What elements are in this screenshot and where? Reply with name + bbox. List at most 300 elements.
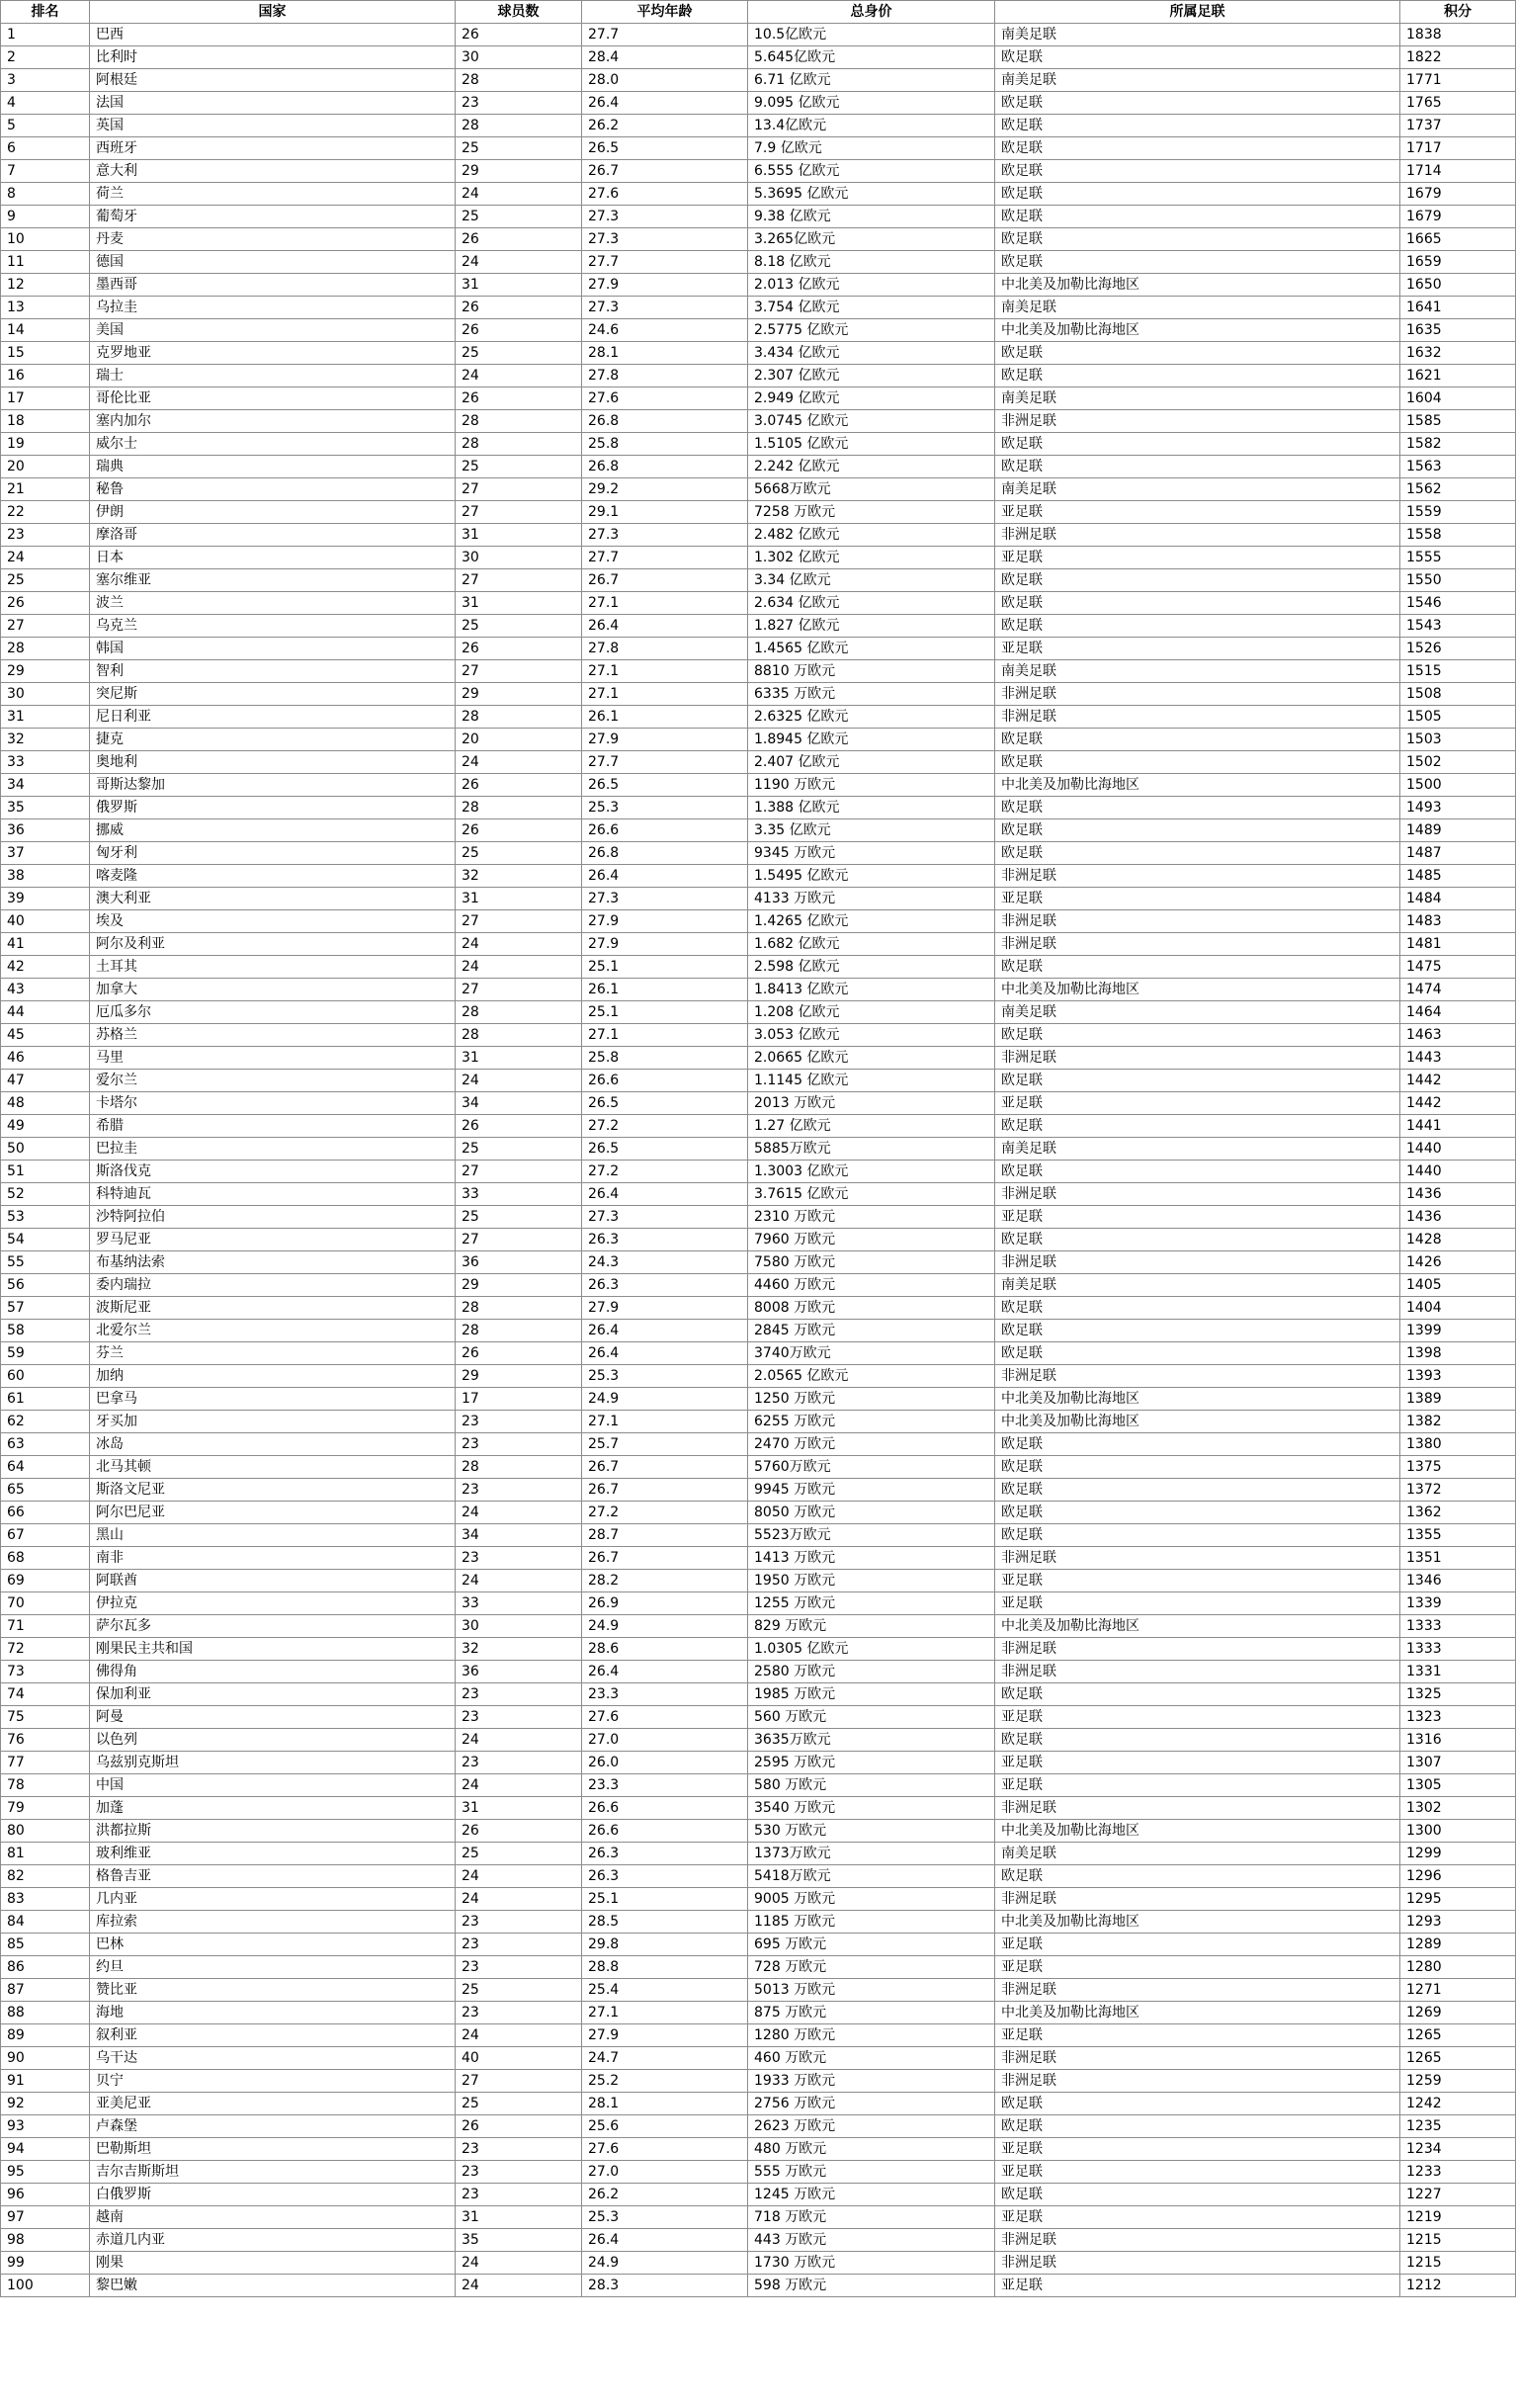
country-cell: 巴拿马	[90, 1388, 456, 1411]
confederation-cell: 非洲足联	[995, 410, 1400, 433]
market-value-cell: 13.4亿欧元	[748, 115, 995, 137]
rank-cell: 95	[1, 2161, 90, 2184]
avg-age-cell: 27.1	[582, 2002, 748, 2024]
table-row	[1, 1411, 1516, 1433]
country-cell: 叙利亚	[90, 2024, 456, 2047]
table-row	[1, 69, 1516, 92]
confederation-cell: 欧足联	[995, 342, 1400, 365]
avg-age-cell: 27.3	[582, 888, 748, 910]
avg-age-cell: 27.7	[582, 547, 748, 569]
avg-age-cell: 25.3	[582, 2206, 748, 2229]
players-cell: 31	[456, 888, 582, 910]
rank-cell: 14	[1, 319, 90, 342]
points-cell: 1502	[1400, 751, 1516, 774]
players-cell: 27	[456, 478, 582, 501]
avg-age-cell: 27.2	[582, 1115, 748, 1138]
table-row	[1, 1661, 1516, 1683]
points-cell: 1508	[1400, 683, 1516, 706]
table-row	[1, 1161, 1516, 1183]
rank-cell: 70	[1, 1592, 90, 1615]
table-row	[1, 1251, 1516, 1274]
players-cell: 28	[456, 797, 582, 819]
market-value-cell: 2580 万欧元	[748, 1661, 995, 1683]
country-cell: 韩国	[90, 638, 456, 660]
rank-cell: 19	[1, 433, 90, 456]
table-row	[1, 1865, 1516, 1888]
avg-age-cell: 28.4	[582, 46, 748, 69]
rank-cell: 22	[1, 501, 90, 524]
country-cell: 乌干达	[90, 2047, 456, 2070]
country-cell: 智利	[90, 660, 456, 683]
market-value-cell: 3.434 亿欧元	[748, 342, 995, 365]
avg-age-cell: 27.9	[582, 274, 748, 297]
rank-cell: 54	[1, 1229, 90, 1251]
avg-age-cell: 25.6	[582, 2115, 748, 2138]
players-cell: 28	[456, 1001, 582, 1024]
market-value-cell: 875 万欧元	[748, 2002, 995, 2024]
points-cell: 1372	[1400, 1479, 1516, 1502]
country-cell: 萨尔瓦多	[90, 1615, 456, 1638]
table-row	[1, 1320, 1516, 1342]
confederation-cell: 欧足联	[995, 1297, 1400, 1320]
table-row	[1, 1138, 1516, 1161]
points-cell: 1440	[1400, 1161, 1516, 1183]
avg-age-cell: 27.3	[582, 206, 748, 228]
table-row	[1, 274, 1516, 297]
country-cell: 匈牙利	[90, 842, 456, 865]
players-cell: 23	[456, 1683, 582, 1706]
avg-age-cell: 28.1	[582, 2093, 748, 2115]
points-cell: 1441	[1400, 1115, 1516, 1138]
country-cell: 亚美尼亚	[90, 2093, 456, 2115]
table-row	[1, 706, 1516, 729]
rank-cell: 89	[1, 2024, 90, 2047]
rank-cell: 37	[1, 842, 90, 865]
players-cell: 25	[456, 615, 582, 638]
confederation-cell: 亚足联	[995, 2024, 1400, 2047]
players-cell: 26	[456, 1342, 582, 1365]
rank-cell: 57	[1, 1297, 90, 1320]
market-value-cell: 6335 万欧元	[748, 683, 995, 706]
avg-age-cell: 26.2	[582, 2184, 748, 2206]
points-cell: 1346	[1400, 1570, 1516, 1592]
players-cell: 23	[456, 1547, 582, 1570]
table-row	[1, 1683, 1516, 1706]
points-cell: 1550	[1400, 569, 1516, 592]
players-cell: 31	[456, 592, 582, 615]
points-cell: 1474	[1400, 979, 1516, 1001]
table-row	[1, 2184, 1516, 2206]
points-cell: 1398	[1400, 1342, 1516, 1365]
players-cell: 25	[456, 342, 582, 365]
table-row	[1, 1115, 1516, 1138]
confederation-cell: 亚足联	[995, 1956, 1400, 1979]
players-cell: 23	[456, 1956, 582, 1979]
market-value-cell: 2595 万欧元	[748, 1752, 995, 1774]
table-row	[1, 1774, 1516, 1797]
confederation-cell: 欧足联	[995, 92, 1400, 115]
points-cell: 1546	[1400, 592, 1516, 615]
rank-cell: 100	[1, 2275, 90, 2297]
market-value-cell: 5013 万欧元	[748, 1979, 995, 2002]
table-row	[1, 1547, 1516, 1570]
avg-age-cell: 26.3	[582, 1865, 748, 1888]
confederation-cell: 欧足联	[995, 1729, 1400, 1752]
market-value-cell: 9345 万欧元	[748, 842, 995, 865]
table-row	[1, 569, 1516, 592]
market-value-cell: 1.5105 亿欧元	[748, 433, 995, 456]
players-cell: 17	[456, 1388, 582, 1411]
players-cell: 32	[456, 865, 582, 888]
avg-age-cell: 27.8	[582, 365, 748, 387]
avg-age-cell: 27.9	[582, 910, 748, 933]
confederation-cell: 南美足联	[995, 1001, 1400, 1024]
confederation-cell: 非洲足联	[995, 524, 1400, 547]
points-cell: 1331	[1400, 1661, 1516, 1683]
table-row	[1, 2206, 1516, 2229]
confederation-cell: 中北美及加勒比海地区	[995, 274, 1400, 297]
market-value-cell: 1.302 亿欧元	[748, 547, 995, 569]
rank-cell: 25	[1, 569, 90, 592]
table-row	[1, 115, 1516, 137]
rank-cell: 86	[1, 1956, 90, 1979]
avg-age-cell: 26.6	[582, 1797, 748, 1820]
points-cell: 1822	[1400, 46, 1516, 69]
rank-cell: 42	[1, 956, 90, 979]
confederation-cell: 亚足联	[995, 888, 1400, 910]
players-cell: 25	[456, 206, 582, 228]
country-cell: 捷克	[90, 729, 456, 751]
points-cell: 1271	[1400, 1979, 1516, 2002]
avg-age-cell: 26.3	[582, 1229, 748, 1251]
country-cell: 保加利亚	[90, 1683, 456, 1706]
table-row	[1, 547, 1516, 569]
table-row	[1, 478, 1516, 501]
market-value-cell: 1190 万欧元	[748, 774, 995, 797]
rank-cell: 32	[1, 729, 90, 751]
confederation-cell: 亚足联	[995, 1752, 1400, 1774]
points-cell: 1339	[1400, 1592, 1516, 1615]
players-cell: 27	[456, 979, 582, 1001]
players-cell: 26	[456, 1115, 582, 1138]
points-cell: 1621	[1400, 365, 1516, 387]
players-cell: 25	[456, 1206, 582, 1229]
table-row	[1, 615, 1516, 638]
country-cell: 美国	[90, 319, 456, 342]
table-row	[1, 729, 1516, 751]
market-value-cell: 1245 万欧元	[748, 2184, 995, 2206]
avg-age-cell: 26.4	[582, 1320, 748, 1342]
confederation-cell: 欧足联	[995, 615, 1400, 638]
confederation-cell: 欧足联	[995, 819, 1400, 842]
players-cell: 25	[456, 1843, 582, 1865]
confederation-cell: 非洲足联	[995, 2047, 1400, 2070]
country-cell: 洪都拉斯	[90, 1820, 456, 1843]
players-cell: 26	[456, 24, 582, 46]
players-cell: 24	[456, 956, 582, 979]
points-cell: 1316	[1400, 1729, 1516, 1752]
points-cell: 1307	[1400, 1752, 1516, 1774]
country-cell: 希腊	[90, 1115, 456, 1138]
players-cell: 23	[456, 2002, 582, 2024]
avg-age-cell: 27.7	[582, 24, 748, 46]
confederation-cell: 欧足联	[995, 2093, 1400, 2115]
confederation-cell: 欧足联	[995, 365, 1400, 387]
country-cell: 巴西	[90, 24, 456, 46]
points-cell: 1380	[1400, 1433, 1516, 1456]
avg-age-cell: 27.8	[582, 638, 748, 660]
avg-age-cell: 26.3	[582, 1274, 748, 1297]
players-cell: 24	[456, 933, 582, 956]
market-value-cell: 9945 万欧元	[748, 1479, 995, 1502]
confederation-cell: 欧足联	[995, 729, 1400, 751]
market-value-cell: 7258 万欧元	[748, 501, 995, 524]
rank-cell: 58	[1, 1320, 90, 1342]
players-cell: 20	[456, 729, 582, 751]
confederation-cell: 南美足联	[995, 1843, 1400, 1865]
players-cell: 33	[456, 1183, 582, 1206]
country-cell: 南非	[90, 1547, 456, 1570]
table-row	[1, 1297, 1516, 1320]
points-cell: 1215	[1400, 2252, 1516, 2275]
rank-cell: 38	[1, 865, 90, 888]
country-cell: 约旦	[90, 1956, 456, 1979]
table-row	[1, 1888, 1516, 1911]
points-cell: 1771	[1400, 69, 1516, 92]
confederation-cell: 非洲足联	[995, 1547, 1400, 1570]
table-row	[1, 387, 1516, 410]
market-value-cell: 5.3695 亿欧元	[748, 183, 995, 206]
table-row	[1, 1274, 1516, 1297]
market-value-cell: 2.307 亿欧元	[748, 365, 995, 387]
points-cell: 1485	[1400, 865, 1516, 888]
confederation-cell: 南美足联	[995, 1274, 1400, 1297]
avg-age-cell: 25.8	[582, 433, 748, 456]
table-row	[1, 888, 1516, 910]
country-cell: 吉尔吉斯斯坦	[90, 2161, 456, 2184]
confederation-cell: 欧足联	[995, 228, 1400, 251]
rank-cell: 91	[1, 2070, 90, 2093]
confederation-cell: 南美足联	[995, 297, 1400, 319]
confederation-cell: 亚足联	[995, 1592, 1400, 1615]
confederation-cell: 欧足联	[995, 2184, 1400, 2206]
market-value-cell: 2.5775 亿欧元	[748, 319, 995, 342]
confederation-cell: 欧足联	[995, 1161, 1400, 1183]
table-row	[1, 2252, 1516, 2275]
points-cell: 1233	[1400, 2161, 1516, 2184]
rank-cell: 67	[1, 1524, 90, 1547]
points-cell: 1505	[1400, 706, 1516, 729]
market-value-cell: 3.265亿欧元	[748, 228, 995, 251]
market-value-cell: 8008 万欧元	[748, 1297, 995, 1320]
players-cell: 28	[456, 1320, 582, 1342]
market-value-cell: 3.053 亿欧元	[748, 1024, 995, 1047]
players-cell: 31	[456, 524, 582, 547]
table-row	[1, 297, 1516, 319]
table-row	[1, 910, 1516, 933]
market-value-cell: 2.242 亿欧元	[748, 456, 995, 478]
avg-age-cell: 26.7	[582, 1479, 748, 1502]
table-row	[1, 1047, 1516, 1070]
rank-cell: 52	[1, 1183, 90, 1206]
market-value-cell: 1250 万欧元	[748, 1388, 995, 1411]
market-value-cell: 443 万欧元	[748, 2229, 995, 2252]
points-cell: 1242	[1400, 2093, 1516, 2115]
country-cell: 法国	[90, 92, 456, 115]
points-cell: 1555	[1400, 547, 1516, 569]
rank-cell: 61	[1, 1388, 90, 1411]
avg-age-cell: 29.2	[582, 478, 748, 501]
points-cell: 1641	[1400, 297, 1516, 319]
rank-cell: 7	[1, 160, 90, 183]
points-cell: 1679	[1400, 206, 1516, 228]
country-cell: 波斯尼亚	[90, 1297, 456, 1320]
confederation-cell: 欧足联	[995, 1229, 1400, 1251]
avg-age-cell: 28.7	[582, 1524, 748, 1547]
market-value-cell: 3635万欧元	[748, 1729, 995, 1752]
country-cell: 丹麦	[90, 228, 456, 251]
avg-age-cell: 27.9	[582, 729, 748, 751]
rank-cell: 78	[1, 1774, 90, 1797]
players-cell: 27	[456, 910, 582, 933]
table-row	[1, 865, 1516, 888]
points-cell: 1333	[1400, 1615, 1516, 1638]
country-cell: 英国	[90, 115, 456, 137]
market-value-cell: 5523万欧元	[748, 1524, 995, 1547]
players-cell: 25	[456, 2093, 582, 2115]
points-cell: 1500	[1400, 774, 1516, 797]
rank-cell: 24	[1, 547, 90, 569]
country-cell: 葡萄牙	[90, 206, 456, 228]
points-cell: 1333	[1400, 1638, 1516, 1661]
avg-age-cell: 26.4	[582, 92, 748, 115]
points-cell: 1305	[1400, 1774, 1516, 1797]
avg-age-cell: 26.4	[582, 615, 748, 638]
players-cell: 33	[456, 1592, 582, 1615]
market-value-cell: 2470 万欧元	[748, 1433, 995, 1456]
avg-age-cell: 24.7	[582, 2047, 748, 2070]
players-cell: 26	[456, 387, 582, 410]
table-row	[1, 683, 1516, 706]
table-row	[1, 2024, 1516, 2047]
avg-age-cell: 26.9	[582, 1592, 748, 1615]
country-cell: 黑山	[90, 1524, 456, 1547]
market-value-cell: 1.8413 亿欧元	[748, 979, 995, 1001]
country-cell: 俄罗斯	[90, 797, 456, 819]
players-cell: 26	[456, 228, 582, 251]
rank-cell: 60	[1, 1365, 90, 1388]
table-row	[1, 2093, 1516, 2115]
table-row	[1, 1638, 1516, 1661]
rank-cell: 99	[1, 2252, 90, 2275]
players-cell: 29	[456, 683, 582, 706]
points-cell: 1442	[1400, 1092, 1516, 1115]
market-value-cell: 460 万欧元	[748, 2047, 995, 2070]
players-cell: 35	[456, 2229, 582, 2252]
points-cell: 1632	[1400, 342, 1516, 365]
market-value-cell: 2.407 亿欧元	[748, 751, 995, 774]
country-cell: 卢森堡	[90, 2115, 456, 2138]
players-cell: 29	[456, 1365, 582, 1388]
table-row	[1, 660, 1516, 683]
table-row	[1, 1956, 1516, 1979]
players-cell: 28	[456, 433, 582, 456]
market-value-cell: 2756 万欧元	[748, 2093, 995, 2115]
players-cell: 30	[456, 547, 582, 569]
confederation-cell: 欧足联	[995, 456, 1400, 478]
points-cell: 1375	[1400, 1456, 1516, 1479]
table-row	[1, 1024, 1516, 1047]
rank-cell: 97	[1, 2206, 90, 2229]
market-value-cell: 5760万欧元	[748, 1456, 995, 1479]
rank-cell: 92	[1, 2093, 90, 2115]
points-cell: 1436	[1400, 1183, 1516, 1206]
table-row	[1, 319, 1516, 342]
country-cell: 贝宁	[90, 2070, 456, 2093]
header-rank: 排名	[1, 1, 90, 24]
players-cell: 23	[456, 2138, 582, 2161]
players-cell: 34	[456, 1092, 582, 1115]
rank-cell: 83	[1, 1888, 90, 1911]
table-row	[1, 1183, 1516, 1206]
avg-age-cell: 27.7	[582, 751, 748, 774]
country-cell: 苏格兰	[90, 1024, 456, 1047]
country-cell: 黎巴嫩	[90, 2275, 456, 2297]
rank-cell: 27	[1, 615, 90, 638]
players-cell: 23	[456, 1752, 582, 1774]
market-value-cell: 1.27 亿欧元	[748, 1115, 995, 1138]
points-cell: 1351	[1400, 1547, 1516, 1570]
market-value-cell: 4133 万欧元	[748, 888, 995, 910]
country-cell: 乌拉圭	[90, 297, 456, 319]
rank-cell: 85	[1, 1934, 90, 1956]
players-cell: 27	[456, 2070, 582, 2093]
rank-cell: 75	[1, 1706, 90, 1729]
points-cell: 1659	[1400, 251, 1516, 274]
market-value-cell: 2013 万欧元	[748, 1092, 995, 1115]
confederation-cell: 中北美及加勒比海地区	[995, 1615, 1400, 1638]
country-cell: 北马其顿	[90, 1456, 456, 1479]
players-cell: 23	[456, 1433, 582, 1456]
rank-cell: 63	[1, 1433, 90, 1456]
confederation-cell: 欧足联	[995, 1433, 1400, 1456]
confederation-cell: 非洲足联	[995, 706, 1400, 729]
rank-cell: 15	[1, 342, 90, 365]
confederation-cell: 南美足联	[995, 69, 1400, 92]
points-cell: 1212	[1400, 2275, 1516, 2297]
avg-age-cell: 25.3	[582, 797, 748, 819]
confederation-cell: 南美足联	[995, 1138, 1400, 1161]
market-value-cell: 1.1145 亿欧元	[748, 1070, 995, 1092]
market-value-cell: 555 万欧元	[748, 2161, 995, 2184]
avg-age-cell: 26.4	[582, 1661, 748, 1683]
avg-age-cell: 26.2	[582, 115, 748, 137]
market-value-cell: 7.9 亿欧元	[748, 137, 995, 160]
rank-cell: 84	[1, 1911, 90, 1934]
rank-cell: 23	[1, 524, 90, 547]
table-row	[1, 797, 1516, 819]
avg-age-cell: 25.1	[582, 956, 748, 979]
avg-age-cell: 26.5	[582, 137, 748, 160]
confederation-cell: 非洲足联	[995, 2229, 1400, 2252]
avg-age-cell: 26.7	[582, 1547, 748, 1570]
market-value-cell: 1.5495 亿欧元	[748, 865, 995, 888]
table-row	[1, 774, 1516, 797]
confederation-cell: 欧足联	[995, 1865, 1400, 1888]
players-cell: 31	[456, 2206, 582, 2229]
confederation-cell: 中北美及加勒比海地区	[995, 1411, 1400, 1433]
country-cell: 威尔士	[90, 433, 456, 456]
